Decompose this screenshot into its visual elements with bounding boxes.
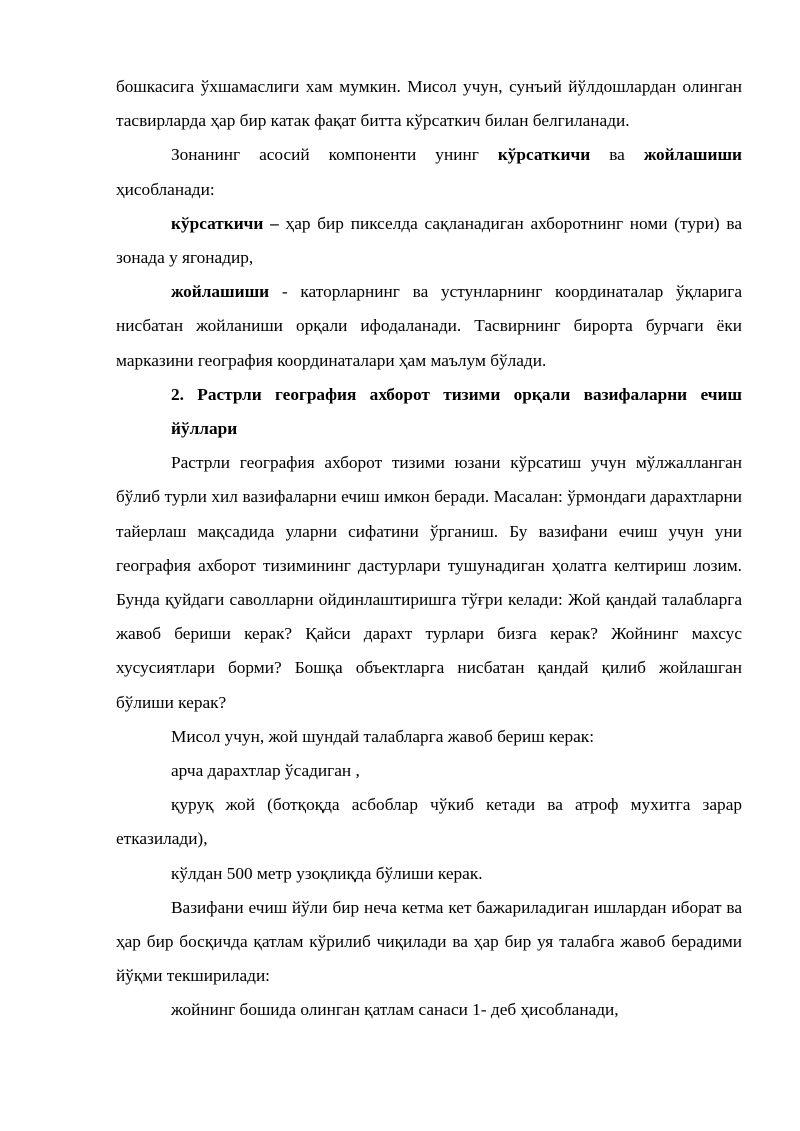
list-item-requirement-3: кўлдан 500 метр узоқлиқда бўлиши керак. — [171, 863, 483, 883]
paragraph-example-intro: Мисол учун, жой шундай талабларга жавоб бериш керак: — [171, 726, 595, 746]
term-indicator-def: кўрсаткичи – — [171, 213, 279, 233]
paragraph-location-definition — [116, 275, 742, 378]
text-run: - каторларнинг ва устунларнинг координаталар ўқларига нисбатан жойланиши орқали ифодаланади. Тасвирнинг бирорта бурчаги ёки марказини география координаталари ҳам маълум бўлади. — [116, 282, 742, 370]
paragraph-zone-components — [116, 138, 742, 206]
paragraph-continuation: бошкасига ўхшамаслиги хам мумкин. Мисол учун, сунъий йўлдошлардан олинган тасвирларда ҳар бир катак фақат битта кўрсаткич билан белгиланади. — [116, 77, 742, 131]
paragraph-raster-gis: Растрли география ахборот тизими юзани кўрсатиш учун мўлжалланган бўлиб турли хил вазифаларни ечиш имкон беради. Масалан: ўрмондаги дарахтларни тайерлаш мақсадида уларни сифатини ўрганиш. Бу вазифани ечиш учун уни география ахборот тизимининг дастурлари тушунадиган ҳолатга келтириш лозим. Бунда қуйдаги саволларни ойдинлаштиришга тўғри келади: Жой қандай талабларга жавоб бериши керак? Қайси дарахт турлари бизга керак? Жойнинг махсус хусусиятлари борми? Бошқа объектларга нисбатан қандай қилиб жойлашган бўлиши керак? — [116, 453, 742, 712]
paragraph-indicator-definition — [116, 207, 742, 275]
term-location: жойлашиши — [643, 145, 742, 165]
list-item-requirement-1: арча дарахтлар ўсадиган , — [171, 761, 360, 781]
term-location-def: жойлашиши — [171, 282, 270, 302]
term-indicator: кўрсаткичи — [497, 145, 591, 165]
paragraph-first-layer: жойнинг бошида олинган қатлам санаси 1- деб ҳисобланади, — [171, 1000, 619, 1020]
list-item-requirement-2: қуруқ жой (ботқоқда асбоблар чўкиб кетади ва атроф мухитга зарар етказилади), — [116, 795, 742, 849]
text-run: ва — [590, 145, 644, 165]
document-page — [116, 70, 742, 1028]
text-run: Зонанинг асосий компоненти унинг — [171, 145, 498, 165]
text-run: ҳар бир пикселда сақланадиган ахборотнинг номи (тури) ва зонада у ягонадир, — [116, 213, 743, 268]
paragraph-solution-steps: Вазифани ечиш йўли бир неча кетма кет бажариладиган ишлардан иборат ва ҳар бир босқичда қатлам кўрилиб чиқилади ва ҳар бир уя талабга жавоб берадими йўқми текширилади: — [116, 897, 742, 986]
section-heading: 2. Растрли география ахборот тизими орқали вазифаларни ечиш йўллари — [171, 384, 742, 439]
text-run: ҳисобланади: — [116, 179, 215, 199]
